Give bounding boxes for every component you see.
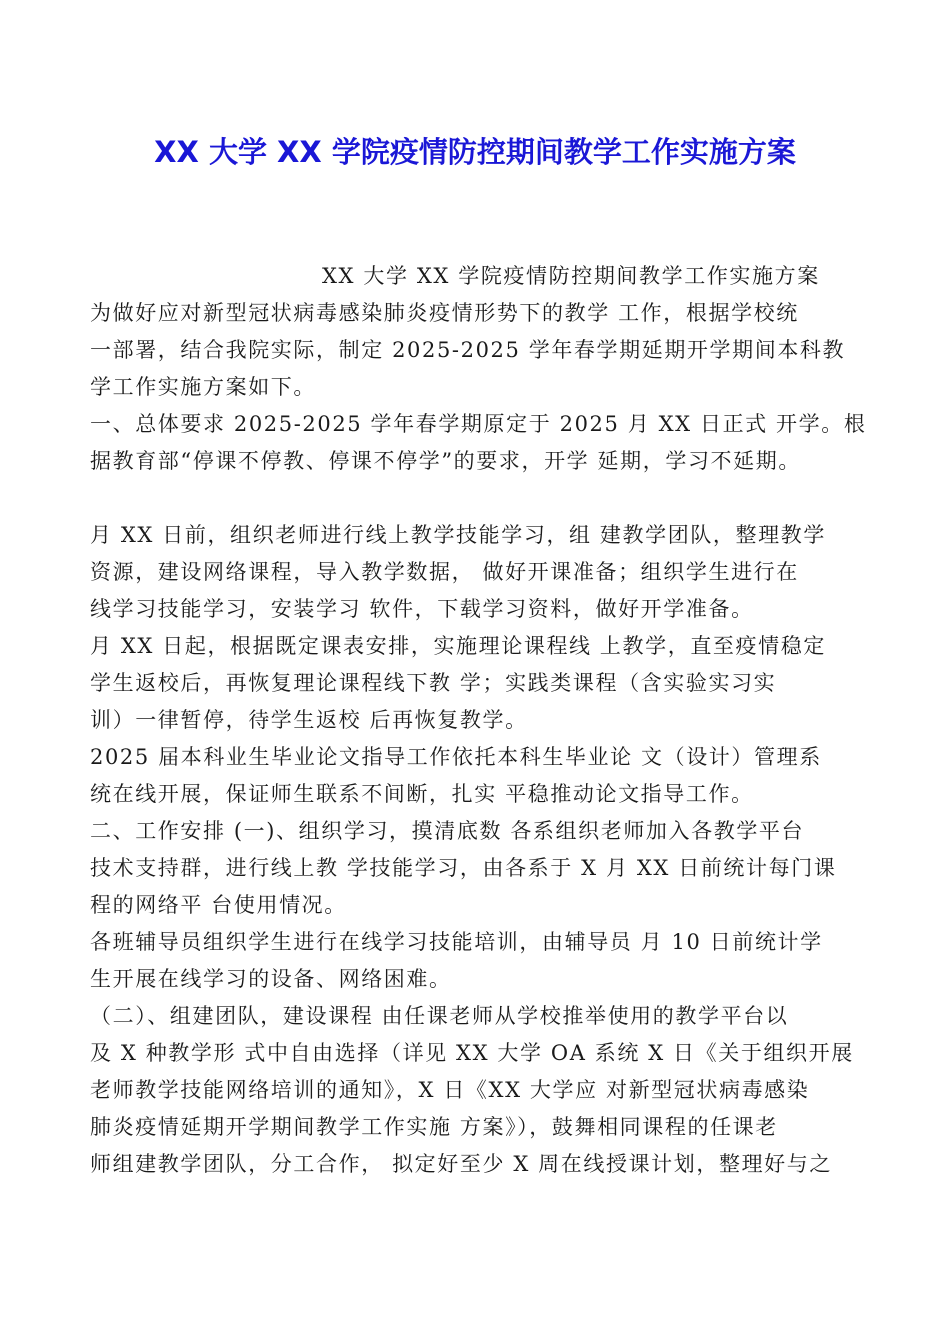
body-line: 月 XX 日起，根据既定课表安排，实施理论课程线 上教学，直至疫情稳定 bbox=[90, 634, 826, 658]
body-line: 月 XX 日前，组织老师进行线上教学技能学习，组 建教学团队，整理教学 bbox=[90, 523, 826, 547]
body-line: 师组建教学团队，分工合作， 拟定好至少 X 周在线授课计划，整理好与之 bbox=[90, 1152, 832, 1176]
document-body bbox=[90, 258, 880, 1183]
body-line: 及 X 种教学形 式中自由选择（详见 XX 大学 OA 系统 X 日《关于组织开展 bbox=[90, 1041, 854, 1065]
body-line: 生开展在线学习的设备、网络困难。 bbox=[90, 967, 452, 991]
body-line: 程的网络平 台使用情况。 bbox=[90, 893, 347, 917]
body-line: 据教育部“停课不停教、停课不停学”的要求，开学 延期，学习不延期。 bbox=[90, 449, 801, 473]
body-line: 技术支持群，进行线上教 学技能学习，由各系于 X 月 XX 日前统计每门课 bbox=[90, 856, 837, 880]
body-line: 2025 届本科业生毕业论文指导工作依托本科生毕业论 文（设计）管理系 bbox=[90, 745, 822, 769]
document-title: XX 大学 XX 学院疫情防控期间教学工作实施方案 bbox=[154, 135, 796, 169]
body-line: 老师教学技能网络培训的通知》，X 日《XX 大学应 对新型冠状病毒感染 bbox=[90, 1078, 810, 1102]
body-line: 线学习技能学习，安装学习 软件，下载学习资料，做好开学准备。 bbox=[90, 597, 754, 621]
body-heading-line: XX 大学 XX 学院疫情防控期间教学工作实施方案 bbox=[322, 264, 820, 288]
body-line: 各班辅导员组织学生进行在线学习技能培训，由辅导员 月 10 日前统计学 bbox=[90, 930, 823, 954]
body-line: （二）、组建团队，建设课程 由任课老师从学校推举使用的教学平台以 bbox=[90, 1004, 789, 1028]
body-line: 为做好应对新型冠状病毒感染肺炎疫情形势下的教学 工作，根据学校统 bbox=[90, 301, 799, 325]
paragraph-gap bbox=[90, 480, 880, 517]
body-line: 一、总体要求 2025-2025 学年春学期原定于 2025 月 XX 日正式 开学。根 bbox=[90, 412, 867, 436]
body-line: 资源，建设网络课程，导入教学数据， 做好开课准备；组织学生进行在 bbox=[90, 560, 799, 584]
body-line: 学生返校后，再恢复理论课程线下教 学；实践类课程（含实验实习实 bbox=[90, 671, 777, 695]
body-line: 二、工作安排 (一)、组织学习，摸清底数 各系组织老师加入各教学平台 bbox=[90, 819, 805, 843]
body-line: 肺炎疫情延期开学期间教学工作实施 方案》），鼓舞相同课程的任课老 bbox=[90, 1115, 778, 1139]
body-line: 训）一律暂停，待学生返校 后再恢复教学。 bbox=[90, 708, 528, 732]
body-line: 统在线开展，保证师生联系不间断，扎实 平稳推动论文指导工作。 bbox=[90, 782, 754, 806]
body-line: 学工作实施方案如下。 bbox=[90, 375, 316, 399]
body-line: 一部署，结合我院实际，制定 2025-2025 学年春学期延期开学期间本科教 bbox=[90, 338, 846, 362]
